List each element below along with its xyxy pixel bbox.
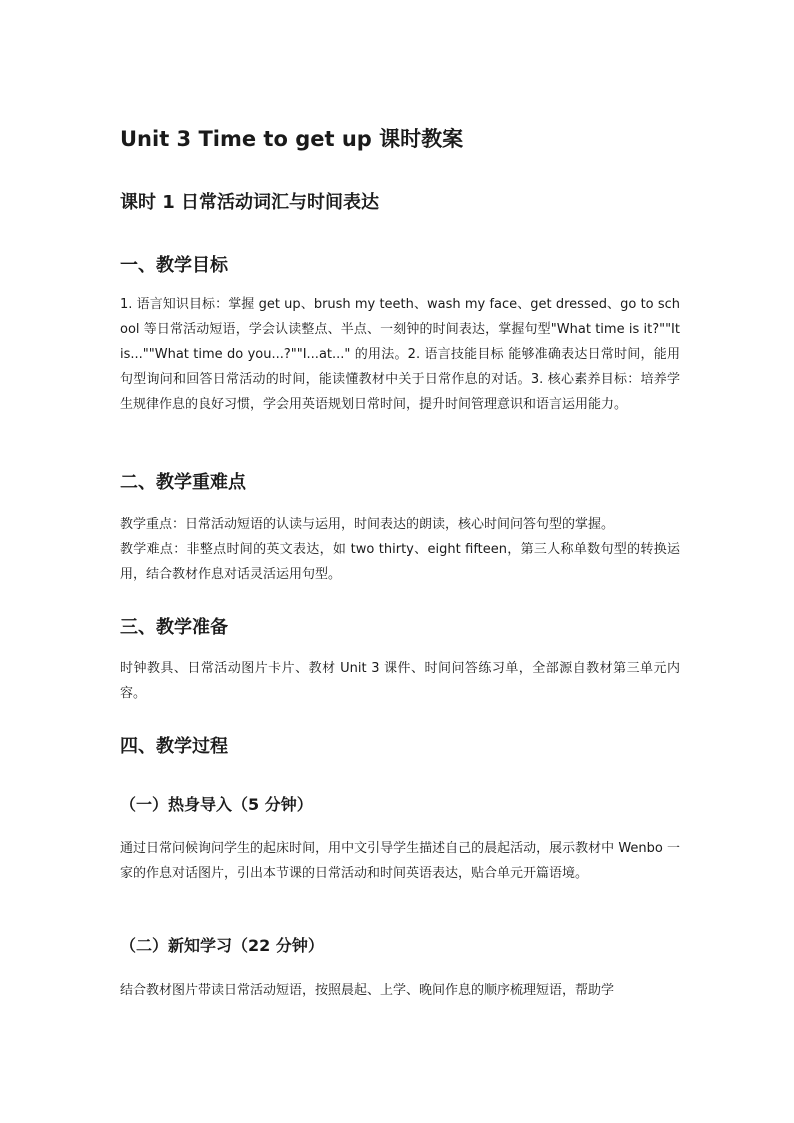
objectives-paragraph: 1. 语言知识目标：掌握 get up、brush my teeth、wash my face、get dressed、go to school 等日常活动短语，学会认读整点、半点、一刻钟的时间表达，掌握句型"What time is it?""It is...""What time do you...?""I...at..." 的用法。2. 语言技能目标 能够准确表达日常时间，能用句型询问和回答日常活动的时间，能读懂教材中关于日常作息的对话。3. 核心素养目标：培养学生规律作息的良好习惯，学会用英语规划日常时间，提升时间管理意识和语言运用能力。: [120, 297, 680, 412]
section-heading-key-points: 二、教学重难点: [120, 472, 246, 493]
preparation-paragraph: 时钟教具、日常活动图片卡片、教材 Unit 3 课件、时间问答练习单，全部源自教材第三单元内容。: [120, 661, 680, 701]
difficult-points-paragraph: 教学难点：非整点时间的英文表达，如 two thirty、eight fifteen，第三人称单数句型的转换运用，结合教材作息对话灵活运用句型。: [120, 542, 680, 582]
subsection-heading-warm-up: （一）热身导入（5 分钟）: [120, 795, 313, 814]
document-title: Unit 3 Time to get up 课时教案: [120, 127, 464, 151]
section-heading-process: 四、教学过程: [120, 736, 228, 757]
section-heading-objectives: 一、教学目标: [120, 255, 228, 276]
lesson-heading: 课时 1 日常活动词汇与时间表达: [120, 192, 380, 213]
new-learning-paragraph: 结合教材图片带读日常活动短语，按照晨起、上学、晚间作息的顺序梳理短语，帮助学: [120, 983, 615, 998]
warm-up-paragraph: 通过日常问候询问学生的起床时间，用中文引导学生描述自己的晨起活动，展示教材中 Wenbo 一家的作息对话图片，引出本节课的日常活动和时间英语表达，贴合单元开篇语境。: [120, 841, 680, 881]
key-points-paragraph: 教学重点：日常活动短语的认读与运用，时间表达的朗读，核心时间问答句型的掌握。: [120, 517, 615, 532]
subsection-heading-new-learning: （二）新知学习（22 分钟）: [120, 936, 324, 955]
section-heading-preparation: 三、教学准备: [120, 617, 228, 638]
